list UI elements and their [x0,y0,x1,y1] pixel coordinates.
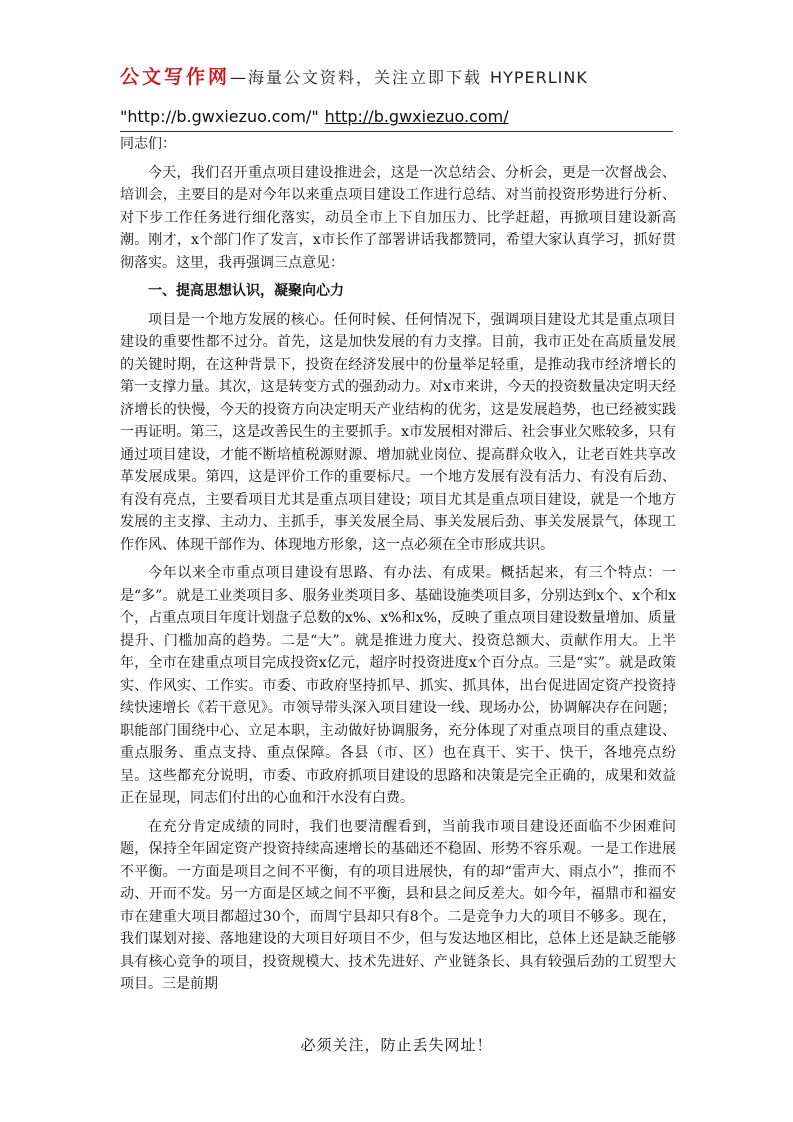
hyperlink-label: HYPERLINK [490,68,588,87]
page-header [120,62,680,129]
section-heading: 一、提高思想认识，凝聚向心力 [148,283,344,299]
header-divider [120,131,673,132]
document-body [120,133,676,1002]
paragraph-problems: 在充分肯定成绩的同时，我们也要清醒看到，当前我市项目建设还面临不少困难问题，保持全年固定资产投资持续高速增长的基础还不稳固、形势不容乐观。一是工作进展不平衡。一方面是项目之间不平衡，有的项目进展快，有的却“雷声大、雨点小”，推而不动、开而不发。另一方面是区域之间不平衡，县和县之间反差大。如今年，福鼎市和福安市在建重大项目都超过30个，而周宁县却只有8个。二是竞争力大的项目不够多。现在，我们谋划对接、落地建设的大项目好项目不少，但与发达地区相比，总体上还是缺乏能够具有核心竞争的项目，投资规模大、技术先进好、产业链条长、具有较强后劲的工贸型大项目。三是前期 [120,818,676,992]
footer-notice: 必须关注，防止丢失网址！ [300,1036,493,1054]
paragraph-achievements: 今年以来全市重点项目建设有思路、有办法、有成果。概括起来，有三个特点：一是“多”。就是工业类项目多、服务业类项目多、基础设施类项目多，分别达到x个、x个和x个，占重点项目年度计划盘子总数的x%、x%和x%，反映了重点项目建设数量增加、质量提升、门槛加高的趋势。二是“大”。就是推进力度大、投资总额大、贡献作用大。上半年，全市在建重点项目完成投资x亿元，超序时投资进度x个百分点。三是“实”。就是政策实、作风实、工作实。市委、市政府坚持抓早、抓实、抓具体，出台促进固定资产投资持续快速增长《若干意见》。市领导带头深入项目建设一线、现场办公，协调解决存在问题；职能部门围绕中心、立足本职，主动做好协调服务，充分体现了对重点项目的重点建设、重点服务、重点支持、重点保障。各县（市、区）也在真干、实干、快干，各地亮点纷呈。这些都充分说明，市委、市政府抓项目建设的思路和决策是完全正确的，成果和效益正在显现，同志们付出的心血和汗水没有白费。 [120,565,676,806]
brand-slogan: —海量公文资料，关注立即下载 [230,68,483,87]
paragraph-importance: 项目是一个地方发展的核心。任何时候、任何情况下，强调项目建设尤其是重点项目建设的重要性都不过分。首先，这是加快发展的有力支撑。目前，我市正处在高质量发展的关键时期，在这种背景下，投资在经济发展中的份量举足轻重，是推动我市经济增长的第一支撑力量。其次，这是转变方式的强劲动力。对x市来讲，今天的投资数量决定明天经济增长的快慢，今天的投资方向决定明天产业结构的优劣，这是发展趋势，也已经被实践一再证明。第三，这是改善民生的主要抓手。x市发展相对滞后、社会事业欠账较多，只有通过项目建设，才能不断培植税源财源、增加就业岗位、提高群众收入，让老百姓共享改革发展成果。第四，这是评价工作的重要标尺。一个地方发展有没有活力、有没有后劲、有没有亮点，主要看项目尤其是重点项目建设；项目尤其是重点项目建设，就是一个地方发展的主支撑、主动力、主抓手，事关发展全局、事关发展后劲、事关发展景气，体现工作作风、体现干部作为、体现地方形象，这一点必须在全市形成共识。 [120,311,676,553]
url-line [120,105,680,129]
greeting: 同志们： [120,136,176,152]
paragraph-intro: 今天，我们召开重点项目建设推进会，这是一次总结会、分析会，更是一次督战会、培训会，主要目的是对今年以来重点项目建设工作进行总结、对当前投资形势进行分析、对下步工作任务进行细化落实，动员全市上下自加压力、比学赶超，再掀项目建设新高潮。刚才，x个部门作了发言，x市长作了部署讲话我都赞同，希望大家认真学习，抓好贯彻落实。这里，我再强调三点意见： [120,164,676,271]
site-link[interactable]: http://b.gwxiezuo.com/ [324,107,509,126]
url-quoted: "http://b.gwxiezuo.com/" [120,107,319,126]
brand-name[interactable]: 公文写作网 [120,66,231,88]
brand-line [120,62,680,93]
